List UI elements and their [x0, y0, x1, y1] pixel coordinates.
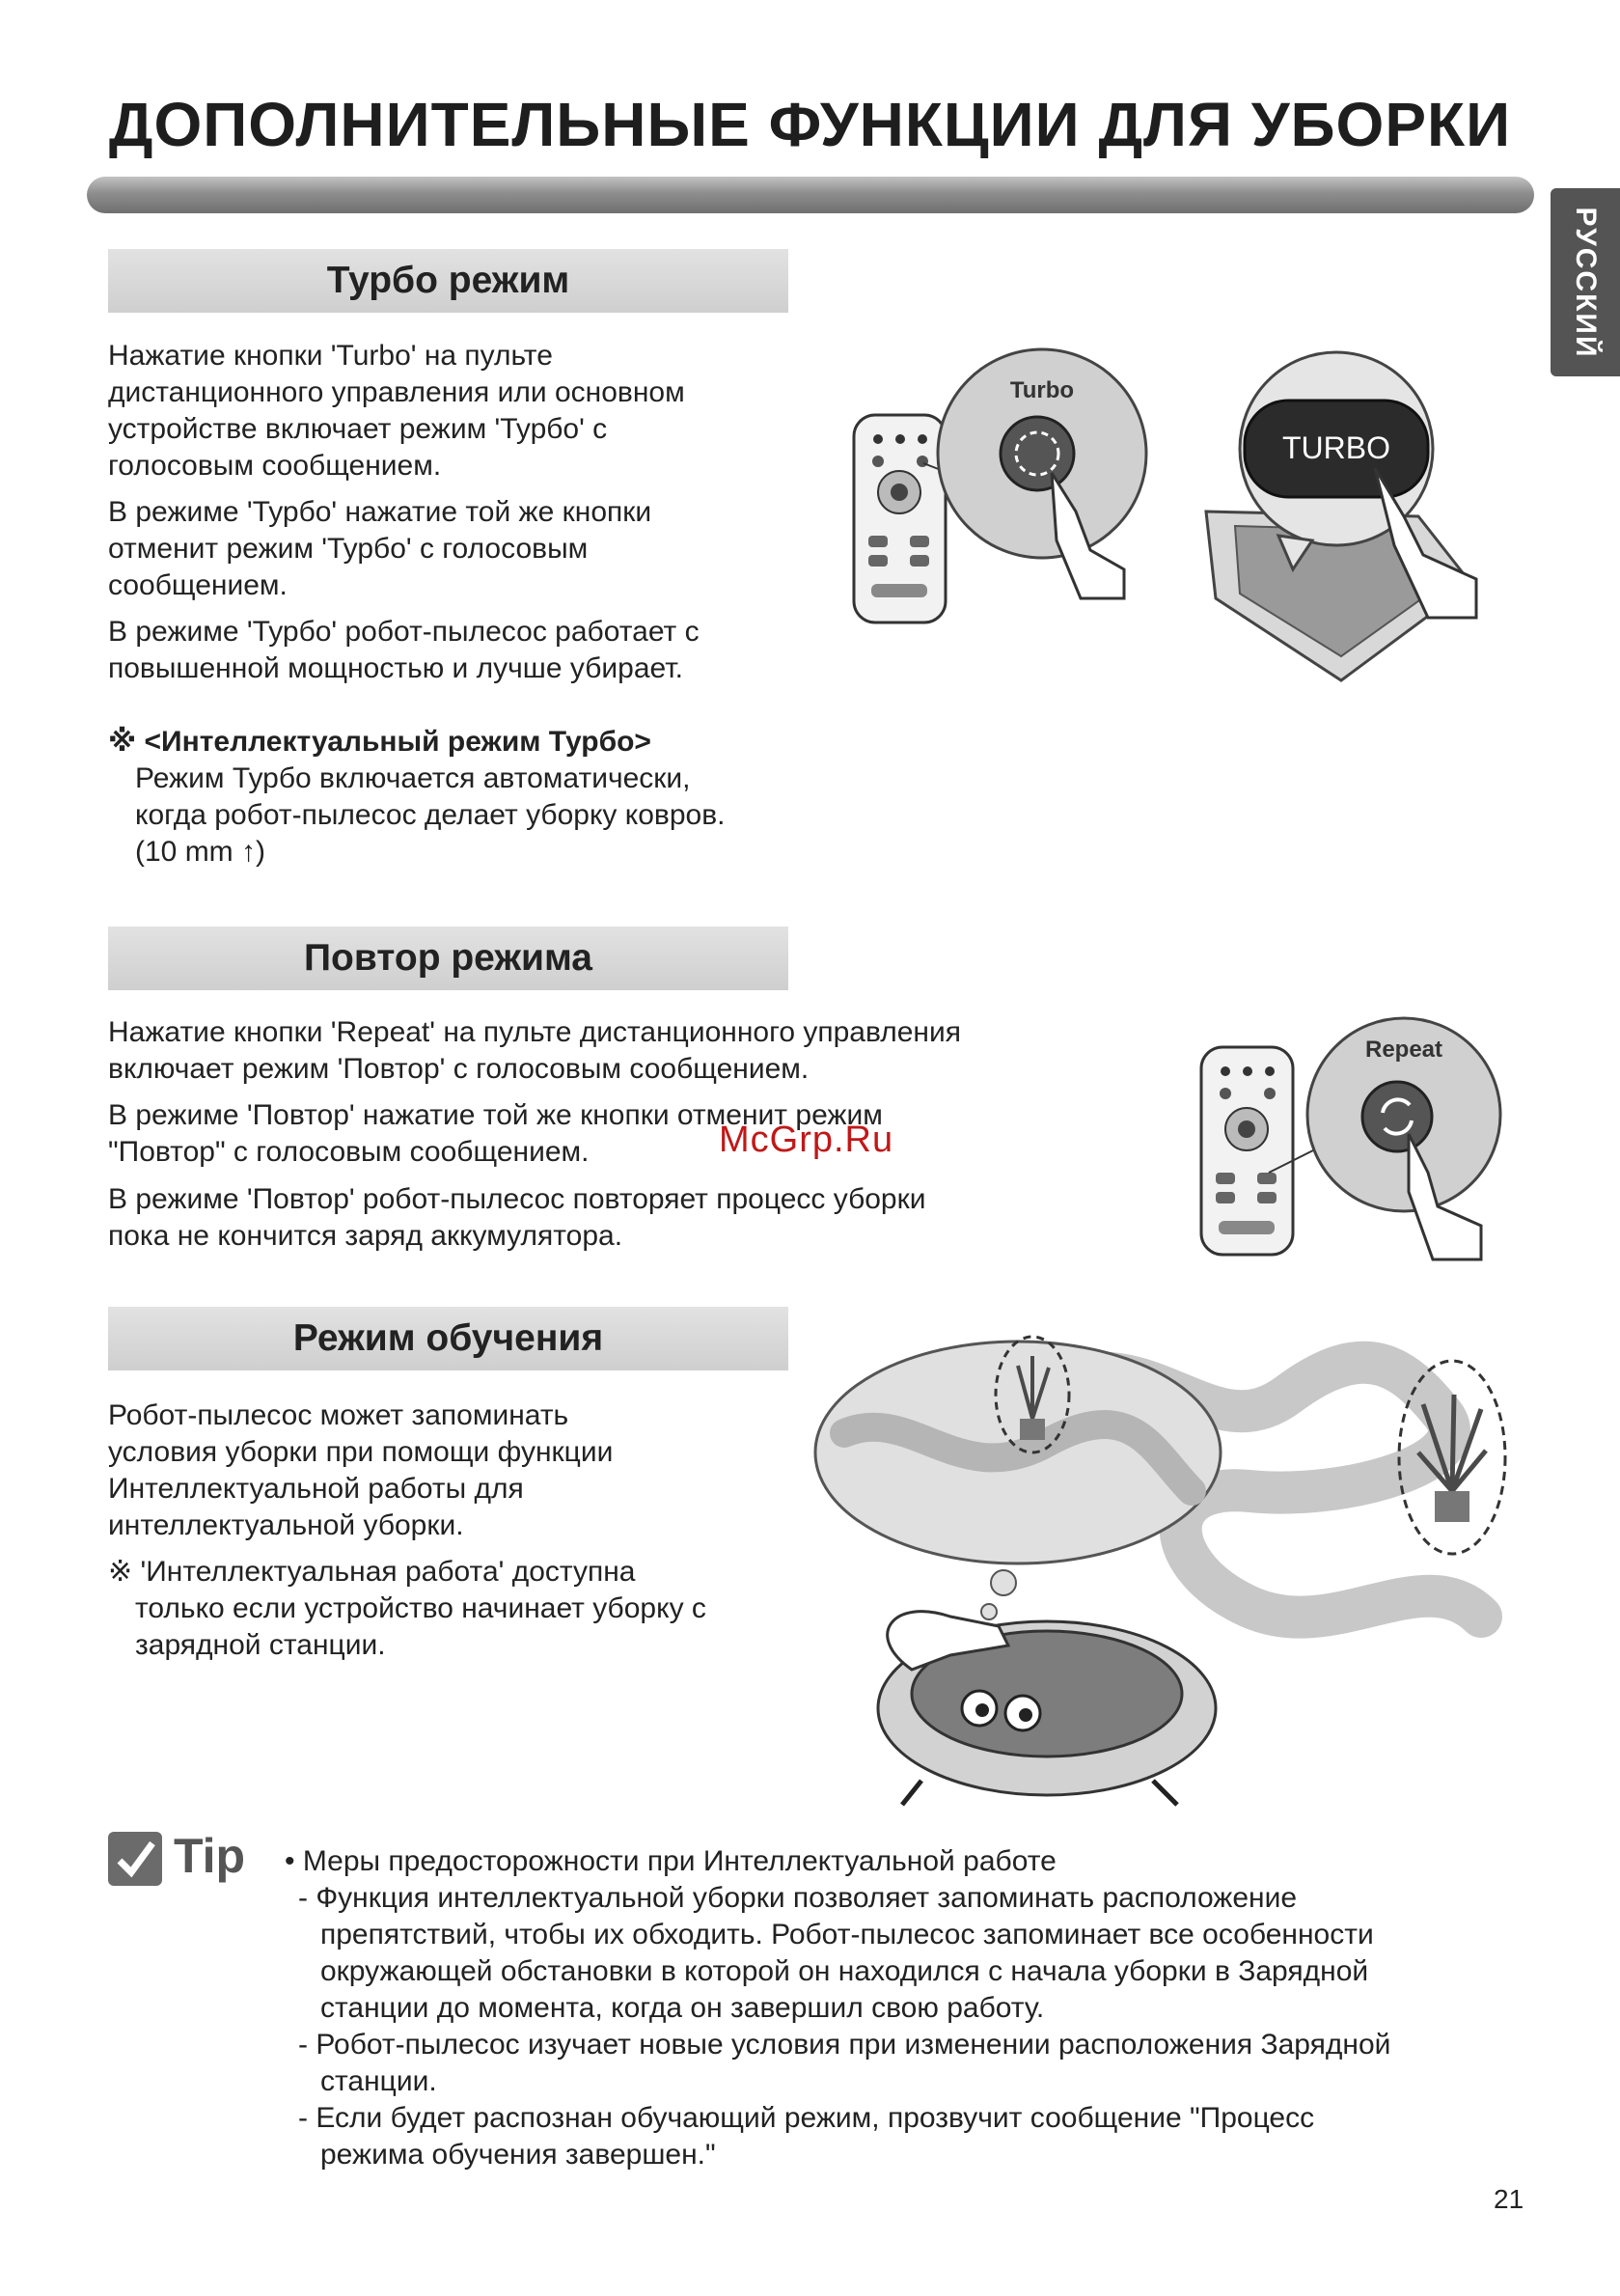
- tip-bullet: • Меры предосторожности при Интеллектуальной работе: [285, 1845, 1057, 1877]
- text-line: голосовым сообщением.: [108, 450, 442, 482]
- remote-turbo-label: Turbo: [1009, 377, 1075, 403]
- tip-item-line: - Если будет распознан обучающий режим, прозвучит сообщение "Процесс: [298, 2102, 1315, 2134]
- tip-item-line: окружающей обстановки в которой он находился с начала уборки в Зарядной: [320, 1955, 1369, 1987]
- language-tab: [1551, 188, 1620, 376]
- text-line: повышенной мощностью и лучше убирает.: [108, 652, 683, 684]
- turbo-button: [1001, 417, 1074, 490]
- text-line: В режиме 'Турбо' нажатие той же кнопки: [108, 496, 652, 528]
- robot-turbo-label: TURBO: [1282, 430, 1390, 465]
- repeat-section-heading: Повтор режима: [108, 927, 788, 990]
- text-line: только если устройство начинает уборку с: [135, 1592, 706, 1624]
- text-line: Робот-пылесос может запоминать: [108, 1399, 569, 1431]
- tip-item-line: станции до момента, когда он завершил свою работу.: [320, 1992, 1045, 2024]
- text-line: сообщением.: [108, 569, 288, 601]
- learning-paragraph-1: [108, 1397, 613, 1544]
- text-line: Нажатие кнопки 'Turbo' на пульте: [108, 340, 553, 372]
- repeat-button: [1362, 1082, 1432, 1151]
- text-line: зарядной станции.: [135, 1629, 386, 1661]
- text-line: когда робот-пылесос делает уборку ковров.: [135, 799, 726, 831]
- text-line: устройстве включает режим 'Турбо' с: [108, 413, 608, 445]
- title-divider-bar: [87, 177, 1534, 213]
- turbo-note: [108, 724, 725, 871]
- language-tab-label: РУССКИЙ: [1570, 206, 1602, 359]
- repeat-remote-illustration: [1192, 999, 1515, 1269]
- tip-text: [285, 1843, 1390, 2173]
- turbo-paragraph-2: [108, 494, 651, 604]
- text-line: В режиме 'Повтор' нажатие той же кнопки отменит режим: [108, 1099, 883, 1131]
- page-number: 21: [1494, 2184, 1524, 2214]
- text-line: В режиме 'Повтор' робот-пылесос повторяет процесс уборки: [108, 1183, 926, 1215]
- learning-note: [108, 1554, 706, 1664]
- repeat-paragraph-1: [108, 1014, 961, 1088]
- text-line: отменит режим 'Турбо' с голосовым: [108, 533, 589, 565]
- text-line: "Повтор" с голосовым сообщением.: [108, 1136, 590, 1168]
- checkmark-icon: [108, 1832, 162, 1886]
- text-line: Нажатие кнопки 'Repeat' на пульте дистанционного управления: [108, 1016, 962, 1048]
- tip-item-line: режима обучения завершен.": [320, 2139, 716, 2171]
- turbo-paragraph-1: [108, 338, 685, 484]
- learning-section-heading: Режим обучения: [108, 1307, 788, 1370]
- learning-illustration: [806, 1327, 1520, 1810]
- watermark: McGrp.Ru: [719, 1120, 894, 1160]
- tip-label: Tip: [174, 1829, 246, 1883]
- remote-repeat-label: Repeat: [1364, 1037, 1443, 1063]
- tip-item-line: станции.: [320, 2065, 437, 2097]
- turbo-robot-illustration: [1187, 347, 1515, 685]
- text-line: ※ 'Интеллектуальная работа' доступна: [108, 1556, 636, 1588]
- text-line: В режиме 'Турбо' робот-пылесос работает с: [108, 616, 700, 648]
- text-line: Интеллектуальной работы для: [108, 1473, 524, 1505]
- tip-item-line: препятствий, чтобы их обходить. Робот-пылесос запоминает все особенности: [320, 1919, 1374, 1950]
- tip-item-line: - Робот-пылесос изучает новые условия при изменении расположения Зарядной: [298, 2029, 1391, 2061]
- repeat-paragraph-3: [108, 1181, 926, 1255]
- turbo-section-heading: Турбо режим: [108, 249, 788, 313]
- text-line: условия уборки при помощи функции: [108, 1436, 614, 1468]
- text-line: интеллектуальной уборки.: [108, 1509, 464, 1541]
- turbo-remote-illustration: [835, 347, 1153, 637]
- tip-item-line: - Функция интеллектуальной уборки позволяет запоминать расположение: [298, 1882, 1298, 1914]
- turbo-note-title: ※ <Интеллектуальный режим Турбо>: [108, 726, 651, 758]
- text-line: пока не кончится заряд аккумулятора.: [108, 1220, 623, 1252]
- text-line: включает режим 'Повтор' с голосовым сообщением.: [108, 1053, 810, 1085]
- page-title: ДОПОЛНИТЕЛЬНЫЕ ФУНКЦИИ ДЛЯ УБОРКИ: [108, 90, 1512, 159]
- text-line: Режим Турбо включается автоматически,: [135, 762, 691, 794]
- text-line: дистанционного управления или основном: [108, 376, 685, 408]
- turbo-paragraph-3: [108, 614, 700, 687]
- text-line: (10 mm ↑): [135, 836, 265, 868]
